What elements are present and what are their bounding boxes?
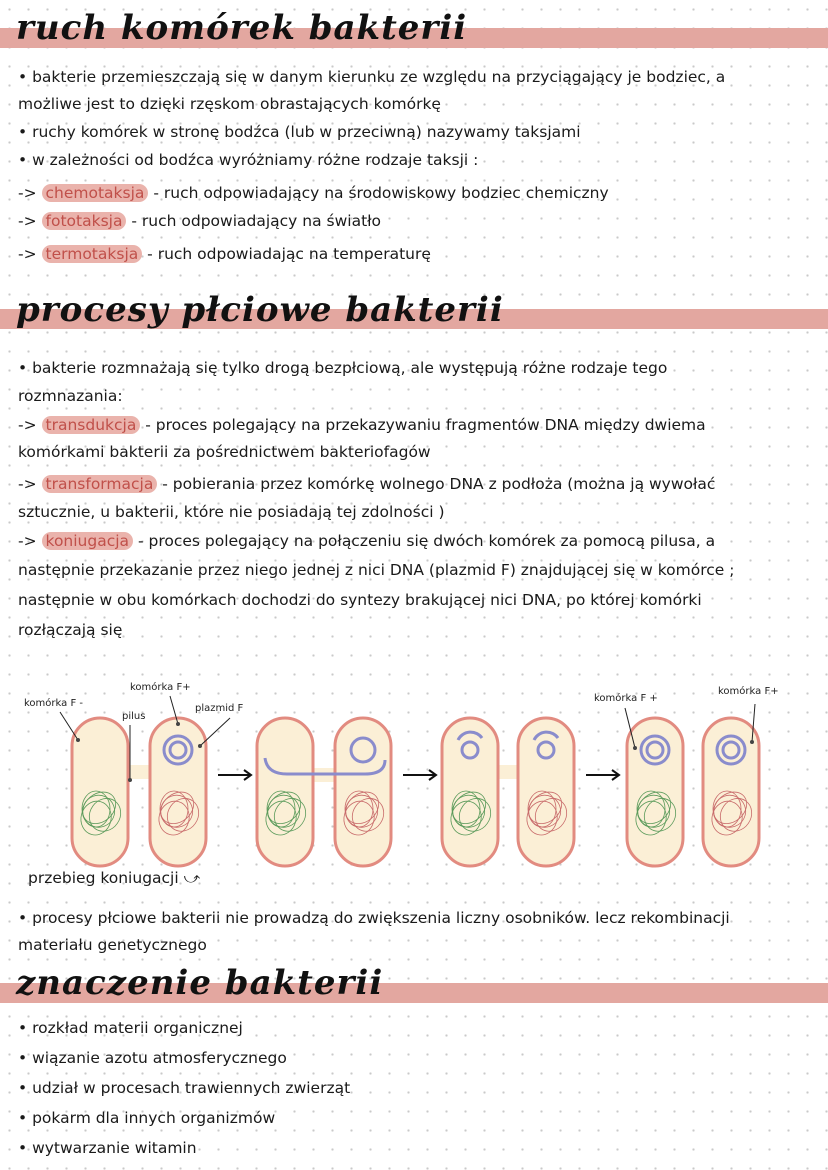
list-item: • pokarm dla innych organizmów (18, 1109, 276, 1127)
pointer-dot (633, 746, 637, 750)
text-line: • bakterie rozmnażają się tylko drogą bezpłciową, ale występują różne rodzaje tego (18, 359, 668, 377)
label-pointer (200, 718, 230, 746)
label-f-plus-3: komórka F+ (718, 686, 779, 697)
section-title: znaczenie bakterii (16, 963, 384, 1003)
label-pointer (60, 712, 78, 740)
definition: - ruch odpowiadający na środowiskowy bodziec chemiczny (148, 184, 609, 202)
arrow: -> (18, 416, 42, 434)
label-f-minus: komórka F - (24, 698, 83, 709)
text-line: • ruchy komórek w stronę bodźca (lub w przeciwną) nazywamy taksjami (18, 123, 581, 141)
arrow: -> (18, 184, 42, 202)
text-line: rozłączają się (18, 621, 123, 639)
definition: - proces polegający na połączeniu się dwóch komórek za pomocą pilusa, a (133, 532, 716, 550)
text-line: możliwe jest to dzięki rzęskom obrastających komórkę (18, 95, 441, 113)
pointer-dot (750, 740, 754, 744)
taxis-item (18, 244, 431, 264)
term-highlight: termotaksja (42, 245, 143, 263)
term-highlight: chemotaksja (42, 184, 149, 202)
term-highlight: transdukcja (42, 416, 141, 434)
diagram-svg (0, 680, 828, 880)
arrow: -> (18, 475, 42, 493)
pointer-dot (128, 778, 132, 782)
label-pilus: pilus (122, 711, 146, 722)
term-highlight: transformacja (42, 475, 158, 493)
arrow: -> (18, 212, 42, 230)
taxis-item (18, 211, 381, 231)
list-item: • wytwarzanie witamin (18, 1139, 197, 1157)
caption-text: przebieg koniugacji (28, 869, 179, 887)
definition: - proces polegający na przekazywaniu fragmentów DNA między dwiema (140, 416, 706, 434)
label-plasmid: plazmid F (195, 703, 244, 714)
list-item: • wiązanie azotu atmosferycznego (18, 1049, 287, 1067)
pointer-dot (198, 744, 202, 748)
label-f-plus-2: komórka F + (594, 693, 658, 704)
pointer-dot (76, 738, 80, 742)
pointer-dot (176, 722, 180, 726)
definition: - ruch odpowiadający na światło (126, 212, 382, 230)
text-line: następnie przekazanie przez niego jednej z nici DNA (plazmid F) znajdującej się w komórce ; (18, 561, 735, 579)
text-line: • bakterie przemieszczają się w danym kierunku ze względu na przyciągający je bodziec, a (18, 68, 726, 86)
text-line: materiału genetycznego (18, 936, 207, 954)
text-line: komórkami bakterii za pośrednictwem bakteriofagów (18, 443, 431, 461)
list-item: • rozkład materii organicznej (18, 1019, 243, 1037)
text-line: następnie w obu komórkach dochodzi do syntezy brakującej nici DNA, po której komórki (18, 591, 702, 609)
arrow: -> (18, 245, 42, 263)
taxis-item (18, 183, 609, 203)
term-highlight: koniugacja (42, 532, 134, 550)
curved-arrow-icon: ⤻ (183, 869, 201, 887)
text-line: rozmnazania: (18, 387, 123, 405)
text-line: • w zależności od bodźca wyróżniamy różne rodzaje taksji : (18, 151, 479, 169)
text-line: sztucznie, u bakterii, które nie posiadają tej zdolności ) (18, 503, 445, 521)
process-item (18, 415, 706, 435)
diagram-caption (28, 868, 200, 888)
definition: - pobierania przez komórkę wolnego DNA z podłoża (można ją wywołać (157, 475, 716, 493)
list-item: • udział w procesach trawiennych zwierząt (18, 1079, 351, 1097)
definition: - ruch odpowiadając na temperaturę (142, 245, 431, 263)
term-highlight: fototaksja (42, 212, 127, 230)
section-title: ruch komórek bakterii (16, 8, 468, 48)
text-line: • procesy płciowe bakterii nie prowadzą do zwiększenia liczny osobników. lecz rekombinacji (18, 909, 730, 927)
process-item (18, 531, 715, 551)
process-item (18, 474, 715, 494)
label-f-plus: komórka F+ (130, 682, 191, 693)
arrow: -> (18, 532, 42, 550)
section-title: procesy płciowe bakterii (16, 290, 504, 330)
